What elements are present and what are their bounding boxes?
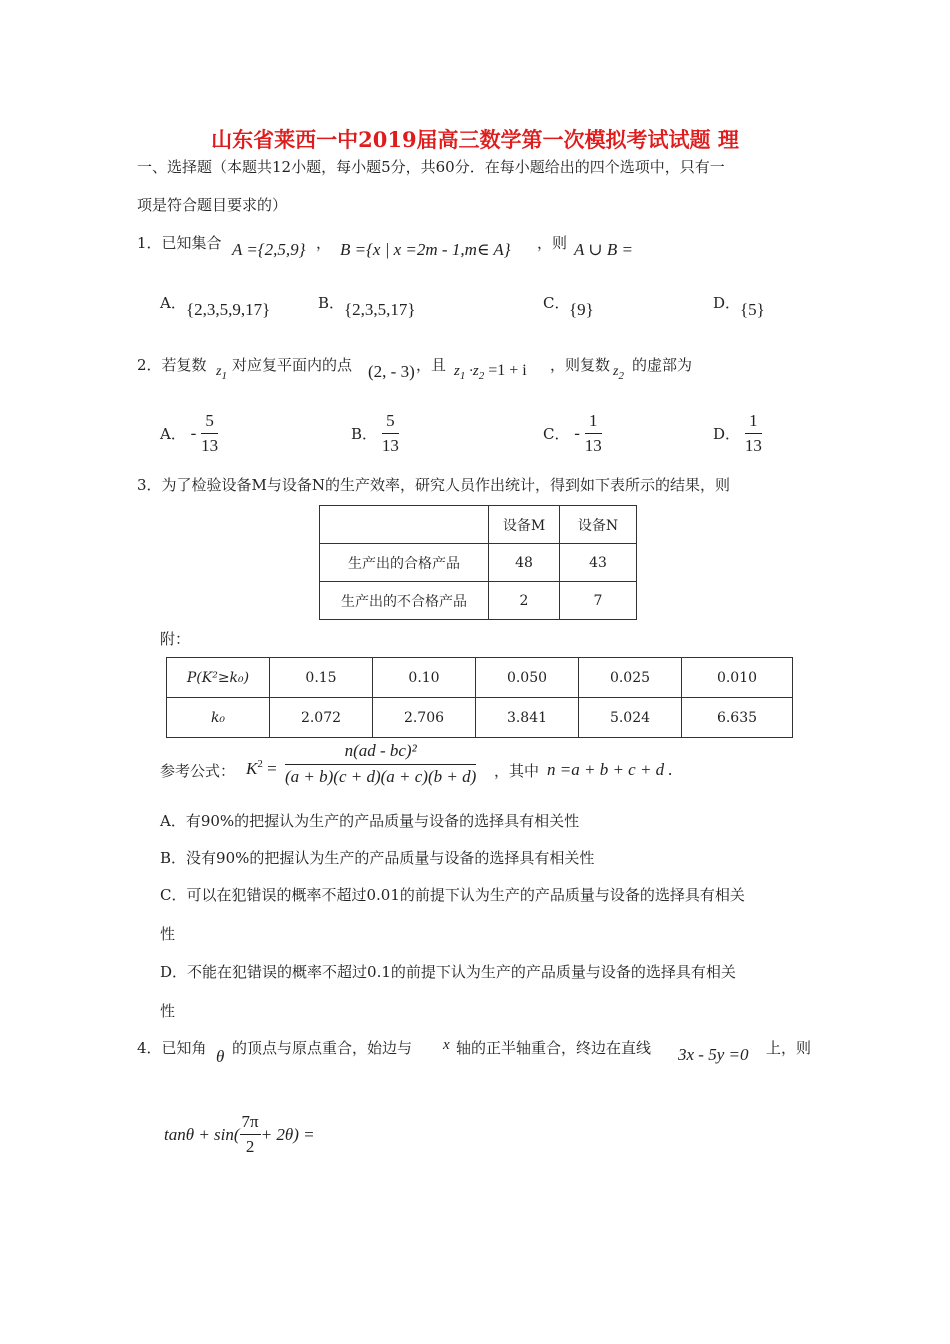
q2-z1: $z_1$ xyxy=(216,364,227,382)
q3-formula-fraction: $\frac{\text{n(ad - bc)²}}{(a + b)(c + d)(a + c)(b + d)}$ xyxy=(285,741,477,786)
q1-option-d: {5} xyxy=(740,300,765,319)
q4-expression: tanθ + sin( $\frac{7\pi}{2}$ + 2θ) = xyxy=(164,1112,315,1156)
table-cell: 5.024 xyxy=(579,698,682,738)
q2-point: (2, - 3) xyxy=(368,362,415,381)
q4-mid2: 轴的正半轴重合，终边在直线 xyxy=(456,1039,652,1057)
table-cell: 设备M xyxy=(489,506,560,544)
q4-theta: θ xyxy=(216,1047,225,1066)
table-cell: 48 xyxy=(489,544,560,582)
q2-option-c: C． - $\frac{1}{13}$ xyxy=(543,411,602,455)
q3-formula-lhs: $K^2$ = xyxy=(246,758,277,778)
q1-then: ，则 xyxy=(537,234,568,252)
q3-table-devices xyxy=(319,505,637,620)
q1-option-a: {2,3,5,9,17} xyxy=(186,300,271,319)
table-cell: 设备N xyxy=(560,506,637,544)
table-cell: 3.841 xyxy=(476,698,579,738)
table-cell xyxy=(320,506,489,544)
q4-prefix: 4．已知角 xyxy=(137,1039,207,1057)
q2-option-d: D． $\frac{1}{13}$ xyxy=(713,411,762,455)
table-cell: 0.050 xyxy=(476,658,579,698)
table-cell: 0.025 xyxy=(579,658,682,698)
table-cell: 2 xyxy=(489,582,560,620)
table-cell: P(K²≥k₀) xyxy=(167,658,270,698)
q3-option-d: D．不能在犯错误的概率不超过0.1的前提下认为生产的产品质量与设备的选择具有相关 xyxy=(160,963,736,981)
table-cell: 0.010 xyxy=(682,658,793,698)
q1-set-a: A ={2,5,9} xyxy=(232,240,306,259)
section-intro-line1: 一、选择题（本题共12小题，每小题5分，共60分．在每小题给出的四个选项中，只有一 xyxy=(137,158,725,176)
table-cell: 6.635 xyxy=(682,698,793,738)
q2-mid1: 对应复平面内的点 xyxy=(232,356,353,374)
q1-option-d-label: D． xyxy=(713,294,741,312)
table-cell: 2.072 xyxy=(270,698,373,738)
q2-mid2: ，且 xyxy=(416,356,447,374)
table-cell: 2.706 xyxy=(373,698,476,738)
page-title: 山东省莱西一中2019届高三数学第一次模拟考试试题 理 xyxy=(211,127,739,152)
q4-x: x xyxy=(443,1037,450,1053)
table-cell: 生产出的不合格产品 xyxy=(320,582,489,620)
q1-sep: ， xyxy=(316,234,332,252)
table-cell: 0.15 xyxy=(270,658,373,698)
q2-prefix: 2．若复数 xyxy=(137,356,207,374)
q3-option-c-wrap: 性 xyxy=(160,925,176,943)
q4-suffix: 上，则 xyxy=(766,1039,812,1057)
q3-formula-n: n =a + b + c + d . xyxy=(547,760,673,779)
q3-stem: 3．为了检验设备M与设备N的生产效率，研究人员作出统计，得到如下表所示的结果，则 xyxy=(137,476,731,494)
q2-z2: $z_2$ xyxy=(613,364,624,382)
q4-line: 3x - 5y =0 xyxy=(678,1045,749,1064)
table-cell: 43 xyxy=(560,544,637,582)
q1-option-b-label: B． xyxy=(318,294,345,312)
q3-option-a: A．有90%的把握认为生产的产品质量与设备的选择具有相关性 xyxy=(160,812,580,830)
q1-option-c-label: C． xyxy=(543,294,570,312)
q3-table-critical-values xyxy=(166,657,793,738)
q2-product: $z_1 \cdot z_2 =1 + i$ xyxy=(454,362,527,382)
q2-option-a: A． - $\frac{5}{13}$ xyxy=(160,411,219,455)
q1-set-b: B ={x | x =2m - 1,m∈ A} xyxy=(340,240,511,259)
q1-prefix: 1．已知集合 xyxy=(137,234,222,252)
table-cell: 0.10 xyxy=(373,658,476,698)
table-cell: 7 xyxy=(560,582,637,620)
q3-option-d-wrap: 性 xyxy=(160,1002,176,1020)
table-cell: k₀ xyxy=(167,698,270,738)
q3-option-b: B．没有90%的把握认为生产的产品质量与设备的选择具有相关性 xyxy=(160,849,595,867)
q3-option-c: C．可以在犯错误的概率不超过0.01的前提下认为生产的产品质量与设备的选择具有相关 xyxy=(160,886,745,904)
table-cell: 生产出的合格产品 xyxy=(320,544,489,582)
q1-option-a-label: A． xyxy=(160,294,186,312)
q3-formula-where: ，其中 xyxy=(494,762,540,780)
q1-option-b: {2,3,5,17} xyxy=(344,300,416,319)
q2-mid3: ，则复数 xyxy=(550,356,611,374)
q2-option-b: B． $\frac{5}{13}$ xyxy=(351,411,399,455)
q3-attach: 附： xyxy=(160,630,191,648)
q1-option-c: {9} xyxy=(569,300,594,319)
q2-suffix: 的虚部为 xyxy=(632,356,693,374)
q3-formula-label: 参考公式： xyxy=(160,762,236,780)
q4-mid1: 的顶点与原点重合，始边与 xyxy=(232,1039,413,1057)
section-intro-line2: 项是符合题目要求的） xyxy=(137,196,288,214)
q1-ask: A ∪ B = xyxy=(574,240,633,259)
